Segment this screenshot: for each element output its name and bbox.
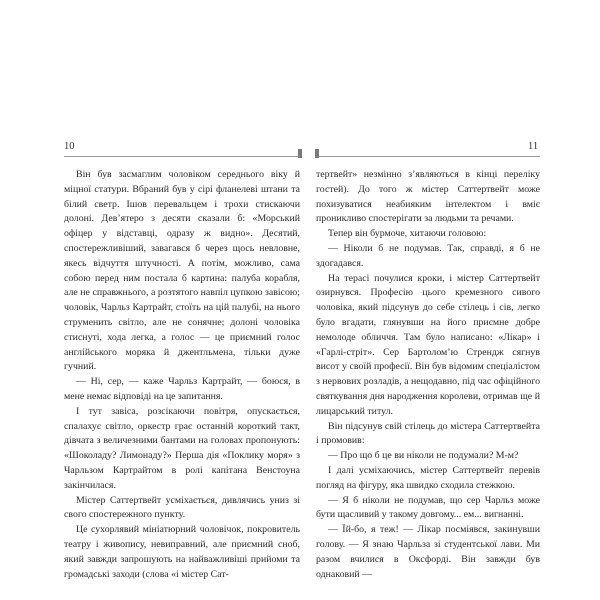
header-rule-left [64, 156, 300, 157]
paragraph: Містер Саттертвейт усміхається, дивлячись униз зі свого спостережного пункту. [64, 494, 300, 521]
paragraph: тертвейт» незмінно з’являються в кінці переліку гостей). До того ж містер Саттертвейт може похизуватися неабияким інтелектом і вміє проникливо спостерігати за людьми та речами. [316, 169, 540, 225]
page-number-left: 10 [64, 141, 75, 152]
header-rule-right [315, 156, 540, 157]
gutter-mark-right [315, 149, 319, 158]
paragraph: І тут завіса, розсікаючи повітря, опускається, спалахує світло, оркестр грає останній короткий такт, дівчата з величезними бантами на головах пропонують: «Шоколаду? Лимонаду?» Перша дія «Поклику моря» з Чарльзом Картрайтом в ролі капітана Венстоуна закінчилася. [64, 405, 300, 491]
paragraph: Він підсунув свій стілець до містера Саттертвейта і промовив: [316, 420, 540, 447]
paragraph: Він був засмаглим чоловіком середнього віку й міцної статури. Вбраний був у сірі фланелеві штани та білий светр. Ішов перевальцем і трохи стискаючи долоні. Дев’ятеро з десяти сказали б: «Морський офіцер у відставці, одразу ж видно». Десятий, спостережливіший, завагався б через щось невловне, якесь відчуття штучності. А потім, можливо, сама собою перед ним постала б картина: палуба корабля, але не справжнього, а розтятого навпіл цупкою завісою; чоловік, Чарльз Картрайт, стоїть на цій палубі, на нього струменить світло, але не сонячне; долоні чоловіка стиснуті, хода легка, а голос — це приємний голос англійського моряка й джентльмена, тільки дуже гучний. [64, 169, 300, 373]
left-page-text [64, 168, 300, 582]
paragraph: — Їй-бо, я теж! — Лікар посміявся, закинувши голову. — Я знаю Чарльза зі студентської лави. Ми разом вчилися в Оксфорді. Він завжди був однаковий — [316, 524, 540, 580]
paragraph: Тепер він бурмоче, хитаючи головою: [328, 228, 487, 240]
paragraph: — Я б ніколи не подумав, що сер Чарльз може бути щасливий у такому довгому... ем... вигнанні. [316, 494, 540, 521]
paragraph: — Ніколи б не подумав. Так, справді, я б не здогадався. [316, 242, 540, 269]
paragraph: І далі усміхаючись, містер Саттертвейт перевів погляд на фігуру, яка швидко сходила стежкою. [316, 464, 540, 491]
paragraph: На терасі почулися кроки, і містер Саттертвейт озирнувся. Професію цього кремезного сивого чоловіка, який підсунув до себе стілець і сів, легко було вгадати, глянувши на його приємне добре немолоде обличчя. Там було написано: «Лікар» і «Гарлі-стріт». Сер Бартоломʼю Стрендж сягнув висот у своїй професії. Він був відомим спеціалістом з нервових розладів, а нещодавно, під час офіційного святкування дня народження королеви, отримав ще й лицарський титул. [316, 272, 540, 417]
paragraph: — Ні, сер, — каже Чарльз Картрайт, — боюся, в мене немає відповіді на це запитання. [64, 376, 300, 402]
page-number-right: 11 [528, 141, 539, 152]
paragraph: Це сухорлявий мініатюрний чоловічок, покровитель театру і живопису, невиправний, але приємний сноб, який завжди запрошують на найважливіші прийоми та громадські заходи (слова «і містер Сат- [64, 524, 300, 580]
right-page-text [316, 168, 540, 582]
gutter-mark-left [298, 149, 302, 158]
paragraph: — Про що б це ви ніколи не подумали? М-м? [328, 450, 519, 462]
